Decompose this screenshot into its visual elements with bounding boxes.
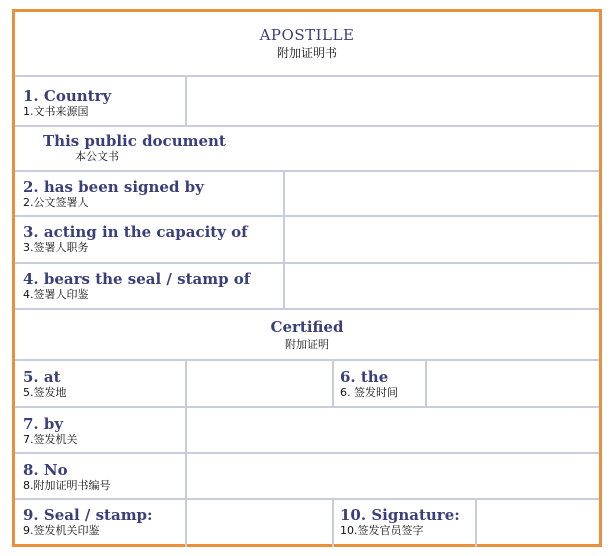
signature-label: 10. Signature: bbox=[340, 506, 460, 524]
row-divider bbox=[15, 452, 599, 454]
seal-of-label-cell bbox=[23, 270, 250, 302]
public-document-cell bbox=[43, 132, 226, 164]
seal-label-zh: 9.签发机关印鉴 bbox=[23, 524, 100, 537]
capacity-label-cell bbox=[23, 223, 248, 255]
capacity-label-zh: 3.签署人职务 bbox=[23, 241, 89, 254]
country-label-cell bbox=[23, 87, 111, 119]
seal-label: 9. Seal / stamp: bbox=[23, 506, 153, 524]
column-divider bbox=[332, 359, 334, 408]
country-label: 1. Country bbox=[23, 87, 112, 105]
the-label-cell bbox=[340, 368, 398, 400]
form-subtitle: 附加证明书 bbox=[276, 46, 337, 60]
seal-of-label: 4. bears the seal / stamp of bbox=[23, 270, 251, 288]
column-divider bbox=[475, 498, 477, 547]
seal-label-cell bbox=[23, 506, 153, 538]
column-divider bbox=[425, 359, 427, 408]
seal-of-label-zh: 4.签署人印鉴 bbox=[23, 288, 89, 301]
row-divider bbox=[15, 75, 599, 77]
by-label-zh: 7.签发机关 bbox=[23, 433, 78, 446]
row-divider bbox=[15, 262, 599, 264]
signature-label-cell bbox=[340, 506, 460, 538]
the-label-zh: 6. 签发时间 bbox=[340, 386, 398, 399]
row-divider bbox=[15, 406, 599, 408]
signature-label-zh: 10.签发官员签字 bbox=[340, 524, 424, 537]
public-document-label-zh: 本公文书 bbox=[75, 150, 119, 163]
number-label: 8. No bbox=[23, 461, 68, 479]
row-divider bbox=[15, 170, 599, 172]
at-label: 5. at bbox=[23, 368, 61, 386]
number-label-cell bbox=[23, 461, 111, 493]
column-divider bbox=[185, 359, 187, 547]
certified-heading: Certified bbox=[270, 318, 344, 336]
signed-by-label: 2. has been signed by bbox=[23, 178, 204, 196]
column-divider bbox=[185, 75, 187, 127]
at-label-cell bbox=[23, 368, 67, 400]
by-label: 7. by bbox=[23, 415, 64, 433]
form-title: APOSTILLE bbox=[259, 26, 355, 44]
row-divider bbox=[15, 215, 599, 217]
row-divider bbox=[15, 498, 599, 500]
at-label-zh: 5.签发地 bbox=[23, 386, 67, 399]
the-label: 6. the bbox=[340, 368, 389, 386]
apostille-form bbox=[12, 9, 602, 547]
row-divider bbox=[15, 125, 599, 127]
public-document-label: This public document bbox=[43, 132, 226, 150]
signed-by-label-cell bbox=[23, 178, 204, 210]
row-divider bbox=[15, 359, 599, 361]
by-label-cell bbox=[23, 415, 78, 447]
column-divider bbox=[332, 498, 334, 547]
capacity-label: 3. acting in the capacity of bbox=[23, 223, 248, 241]
signed-by-label-zh: 2.公文签署人 bbox=[23, 196, 89, 209]
column-divider bbox=[283, 170, 285, 310]
row-divider bbox=[15, 308, 599, 310]
number-label-zh: 8.附加证明书编号 bbox=[23, 479, 111, 492]
country-label-zh: 1.文书来源国 bbox=[23, 105, 89, 118]
certified-heading-zh: 附加证明 bbox=[285, 338, 329, 351]
